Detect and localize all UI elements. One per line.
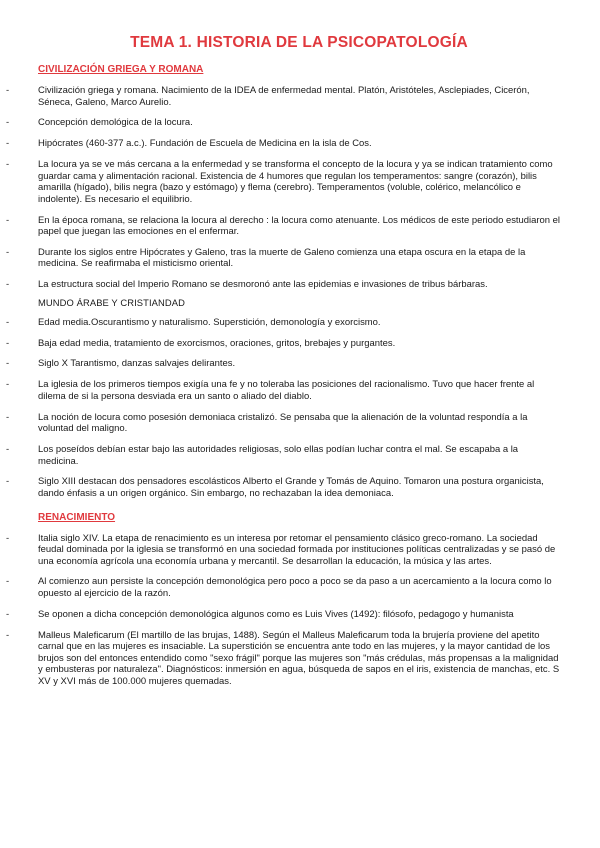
bullet-list: [6, 532, 560, 688]
list-item: - Se oponen a dicha concepción demonológica algunos como es Luis Vives (1492): filósofo, pedagogo y humanista: [6, 608, 514, 620]
list-item: - En la época romana, se relaciona la locura al derecho : la locura como atenuante. Los médicos de este periodo estudiaron el papel que juegan las emociones en el enfermar.: [6, 214, 561, 238]
list-item: - Los poseídos debían estar bajo las autoridades religiosas, solo ellas podían luchar contra el mal. Se escapaba a la medicina.: [6, 443, 519, 467]
section-greco-roman: [6, 64, 561, 291]
list-item: - Durante los siglos entre Hipócrates y Galeno, tras la muerte de Galeno comienza una etapa oscura en la etapa de la medicina. Se reafirmaba el misticismo oriental.: [6, 246, 526, 270]
list-item: - Edad media.Oscurantismo y naturalismo. Superstición, demonología y exorcismo.: [6, 316, 381, 328]
page-title: TEMA 1. HISTORIA DE LA PSICOPATOLOGÍA: [130, 34, 468, 51]
list-item: - La iglesia de los primeros tiempos exigía una fe y no toleraba las posiciones del racionalismo. Tuvo que hacer frente al dilema de si la persona desviada era un santo o aliado del diablo.: [6, 379, 535, 402]
list-item: - Siglo XIII destacan dos pensadores escolásticos Alberto el Grande y Tomás de Aquino. Tomaron una postura organicista, dando énfasis a un origen orgánico. Sin embargo, no rechazaban la idea demoniaca.: [6, 476, 544, 499]
list-item: - Hipócrates (460-377 a.c.). Fundación de Escuela de Medicina en la isla de Cos.: [6, 138, 372, 150]
list-item: - Concepción demológica de la locura.: [6, 117, 193, 129]
list-item: - Civilización griega y romana. Nacimiento de la IDEA de enfermedad mental. Platón, Aristóteles, Asclepiades, Cicerón, Séneca, Galeno, Marco Aurelio.: [6, 85, 530, 108]
bullet-list: [6, 85, 561, 291]
bullet-list: [6, 316, 560, 500]
list-item: - Siglo X Tarantismo, danzas salvajes delirantes.: [6, 358, 236, 370]
list-item: - Italia siglo XIV. La etapa de renacimiento es un interesa por retomar el pensamiento clásico greco-romano. La sociedad feudal dominada por la iglesia se transformó en una sociedad formada por instituciones políticas centralizadas y se pasó de una economía agrícola una economía urbana y mercantil. Se desarrollan la educación, la música y las artes.: [6, 532, 556, 567]
section-heading: RENACIMIENTO: [38, 511, 116, 523]
list-item: - Al comienzo aun persiste la concepción demonológica pero poco a poco se da paso a un acercamiento a la locura como lo opuesto al ejercicio de la razón.: [6, 576, 552, 600]
section-heading: MUNDO ÁRABE Y CRISTIANDAD: [38, 296, 185, 308]
section-heading: CIVILIZACIÓN GRIEGA Y ROMANA: [38, 64, 204, 75]
section-renaissance: [6, 511, 560, 688]
list-item: - La estructura social del Imperio Romano se desmoronó ante las epidemias e invasiones de tribus bárbaras.: [6, 279, 488, 291]
list-item: - La noción de locura como posesión demoniaca cristalizó. Se pensaba que la alienación de la voluntad respondía a la voluntad del maligno.: [6, 411, 528, 435]
list-item: - La locura ya se ve más cercana a la enfermedad y se transforma el concepto de la locura y ya se indican tratamiento como guardar cama y alimentación racional. Existencia de 4 humores que regulan los temperamentos: sangre (corazón), bilis amarilla (hígado), bilis negra (bazo y estómago) y flema (cerebro). Temperamentos (voluble, colérico, melancólico e indolente). Es necesario el equilibrio.: [6, 158, 553, 205]
section-arab-christian: [6, 296, 560, 500]
list-item: - Baja edad media, tratamiento de exorcismos, oraciones, gritos, brebajes y purgantes.: [6, 337, 396, 349]
list-item: - Malleus Maleficarum (El martillo de las brujas, 1488). Según el Malleus Maleficarum toda la brujería proviene del apetito carnal que en las mujeres es insaciable. La superstición se encuentra ante todo en las mujeres, y la mayor cantidad de los brujos son del entonces entendido como "sexo frágil" porque las mujeres son "más crédulas, más propensas a la malignidad y embusteras por naturaleza". Diagnósticos: inmersión en agua, búsqueda de sapos en el iris, existencia de manchas, etc. S XV y XVI más de 100.000 mujeres quemadas.: [6, 629, 560, 687]
